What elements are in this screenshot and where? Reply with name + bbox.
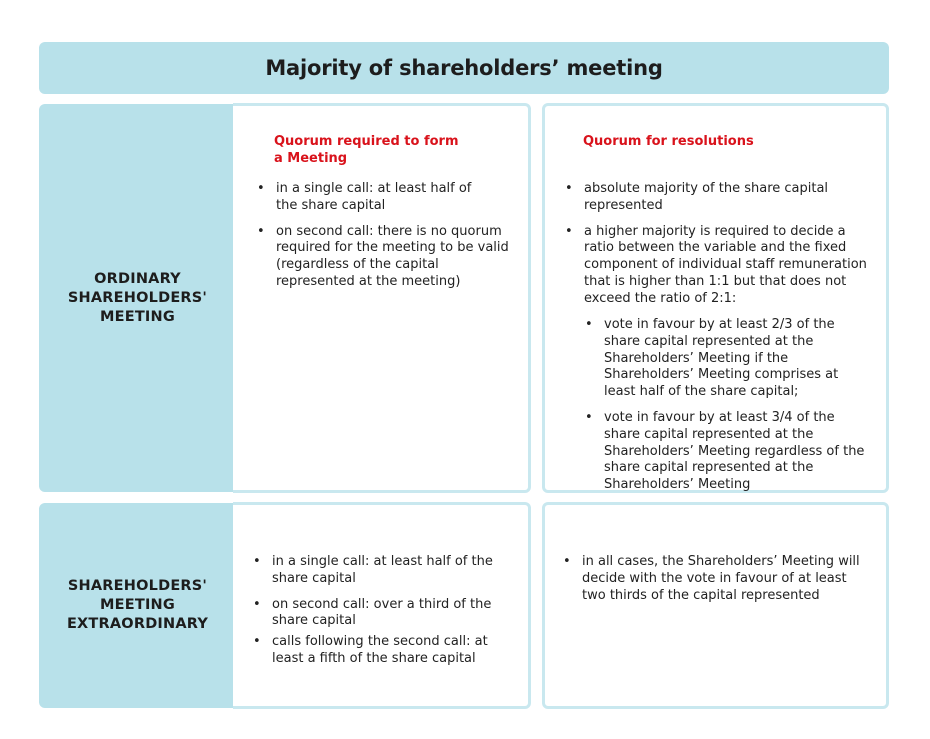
extraordinary-quorum-meeting-panel (233, 502, 531, 709)
list-item: • calls following the second call: at least a fifth of the share capital (253, 634, 493, 668)
list-item: • in a single call: at least half of the share capital (253, 554, 493, 588)
list-item: • vote in favour by at least 3/4 of the share capital represented at the Shareholders’ Meeting regardless of the share capital represented at the Shareholders’ Meeting (585, 410, 867, 494)
extraordinary-label-text: SHAREHOLDERS' MEETING EXTRAORDINARY (66, 578, 209, 632)
list-item: • vote in favour by at least 2/3 of the share capital represented at the Shareholders’ Meeting if the Shareholders’ Meeting comprises at least half of the share capital; (585, 317, 867, 401)
list-item: • on second call: over a third of the share capital (253, 597, 493, 631)
ordinary-quorum-meeting-list (257, 181, 517, 291)
list-item: • in all cases, the Shareholders’ Meeting will decide with the vote in favour of at least two thirds of the capital represented (563, 554, 863, 604)
ordinary-row-label (39, 104, 236, 492)
ordinary-quorum-resolutions-list (565, 181, 870, 308)
page-title: Majority of shareholders’ meeting (265, 56, 663, 80)
extraordinary-row-label (39, 503, 236, 708)
list-item: • on second call: there is no quorum required for the meeting to be valid (regardless of the capital represented at the meeting) (257, 224, 517, 291)
extraordinary-quorum-resolutions-list (563, 554, 863, 604)
list-item: • a higher majority is required to decide a ratio between the variable and the fixed component of individual staff remuneration that is higher than 1:1 but that does not exceed the ratio of 2:1: (565, 224, 870, 308)
quorum-resolutions-heading: Quorum for resolutions (583, 134, 754, 149)
quorum-meeting-heading: Quorum required to form a Meeting (274, 134, 459, 166)
ordinary-label-text: ORDINARY SHAREHOLDERS' MEETING (67, 270, 208, 325)
title-bar (39, 42, 889, 94)
list-item: • absolute majority of the share capital represented (565, 181, 870, 215)
extraordinary-quorum-meeting-list (253, 554, 493, 668)
ordinary-quorum-meeting-panel (233, 103, 531, 493)
ordinary-quorum-resolutions-panel (542, 103, 889, 493)
extraordinary-quorum-resolutions-panel (542, 502, 889, 709)
ordinary-quorum-resolutions-sublist (585, 317, 867, 494)
list-item: • in a single call: at least half of the share capital (257, 181, 517, 215)
